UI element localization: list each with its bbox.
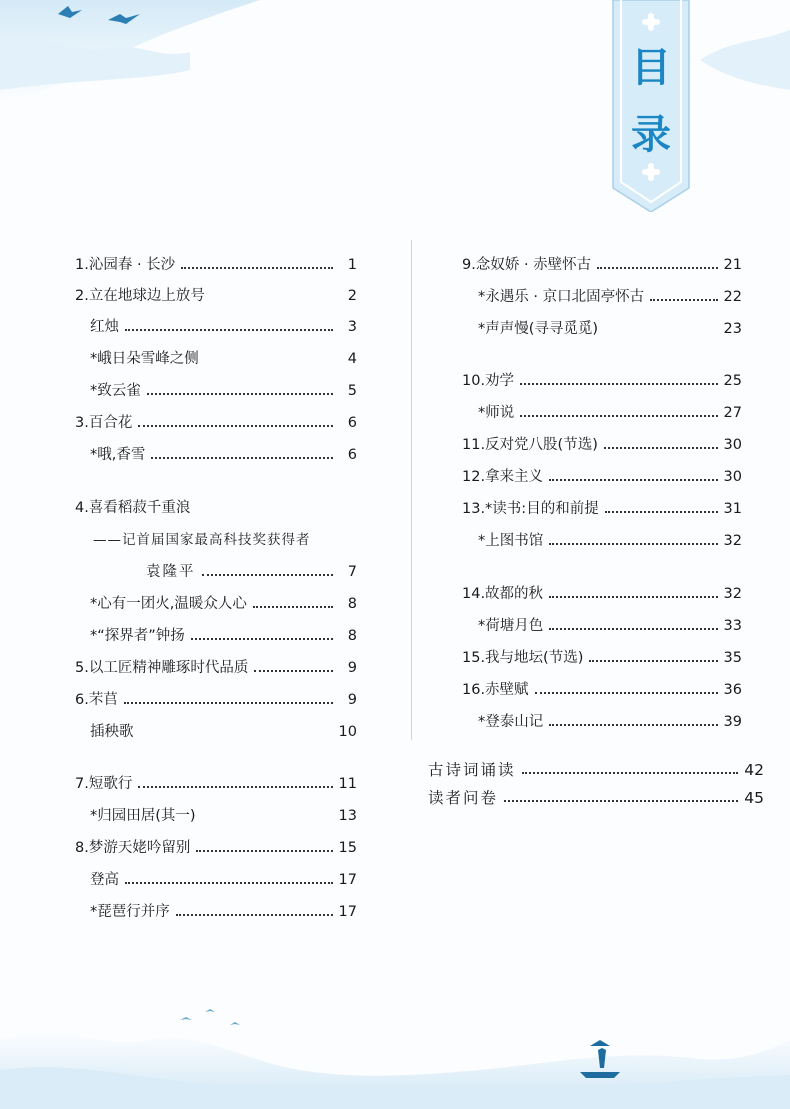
toc-entry[interactable]: 1.沁园春 · 长沙 1 [75, 257, 357, 273]
toc-entry[interactable]: 13.*读书:目的和前提 31 [462, 501, 742, 517]
toc-entry[interactable]: 红烛 3 [90, 319, 357, 335]
toc-entry[interactable]: 袁隆平 7 [146, 564, 357, 580]
toc-entry[interactable]: 7.短歌行 11 [75, 776, 357, 792]
toc-entry[interactable]: 8.梦游天姥吟留别 15 [75, 840, 357, 856]
toc-entry[interactable]: 2.立在地球边上放号 2 [75, 288, 357, 304]
toc-entry[interactable]: *归园田居(其一) 13 [90, 808, 357, 824]
toc-entry[interactable]: 15.我与地坛(节选) 35 [462, 650, 742, 666]
toc-entry[interactable]: 6.芣苢 9 [75, 692, 357, 708]
column-divider [411, 240, 412, 740]
toc-entry[interactable]: 10.劝学 25 [462, 373, 742, 389]
toc-entry[interactable]: *哦,香雪 6 [90, 447, 357, 463]
toc-entry[interactable]: 登高 17 [90, 872, 357, 888]
toc-entry[interactable]: *上图书馆 32 [478, 533, 742, 549]
toc-entry[interactable]: 4.喜看稻菽千重浪 [75, 500, 191, 516]
toc-entry[interactable]: 古诗词诵读 42 [428, 761, 764, 779]
toc-entry[interactable]: 插秧歌 10 [90, 724, 357, 740]
toc-entry[interactable]: *师说 27 [478, 405, 742, 421]
toc-subtitle: ——记首届国家最高科技奖获得者 [93, 532, 311, 548]
toc-entry[interactable]: *永遇乐 · 京口北固亭怀古 22 [478, 289, 742, 305]
bird-icon [180, 1009, 240, 1025]
toc-entry[interactable]: *峨日朵雪峰之侧 4 [90, 351, 357, 367]
toc-entry[interactable]: *声声慢(寻寻觅觅) 23 [478, 321, 742, 337]
toc-entry[interactable]: *荷塘月色 33 [478, 618, 742, 634]
toc-entry[interactable]: *致云雀 5 [90, 383, 357, 399]
toc-entry[interactable]: 3.百合花 6 [75, 415, 357, 431]
toc-entry[interactable]: 12.拿来主义 30 [462, 469, 742, 485]
toc-entry[interactable]: 16.赤壁赋 36 [462, 682, 742, 698]
toc-entry[interactable]: *“探界者”钟扬 8 [90, 628, 357, 644]
toc-entry[interactable]: *心有一团火,温暖众人心 8 [90, 596, 357, 612]
title-char-2: 录 [631, 112, 671, 158]
toc-entry[interactable]: 5.以工匠精神雕琢时代品质 9 [75, 660, 357, 676]
toc-entry[interactable]: *登泰山记 39 [478, 714, 742, 730]
title-char-1: 目 [631, 45, 671, 91]
toc-entry[interactable]: 11.反对党八股(节选) 30 [462, 437, 742, 453]
bottom-landscape-decoration [0, 980, 790, 1109]
toc-entry[interactable]: 9.念奴娇 · 赤壁怀古 21 [462, 257, 742, 273]
toc-entry[interactable]: 读者问卷 45 [428, 789, 764, 807]
toc-entry[interactable]: 14.故都的秋 32 [462, 586, 742, 602]
title-banner [609, 0, 693, 212]
toc-entry[interactable]: *琵琶行并序 17 [90, 904, 357, 920]
